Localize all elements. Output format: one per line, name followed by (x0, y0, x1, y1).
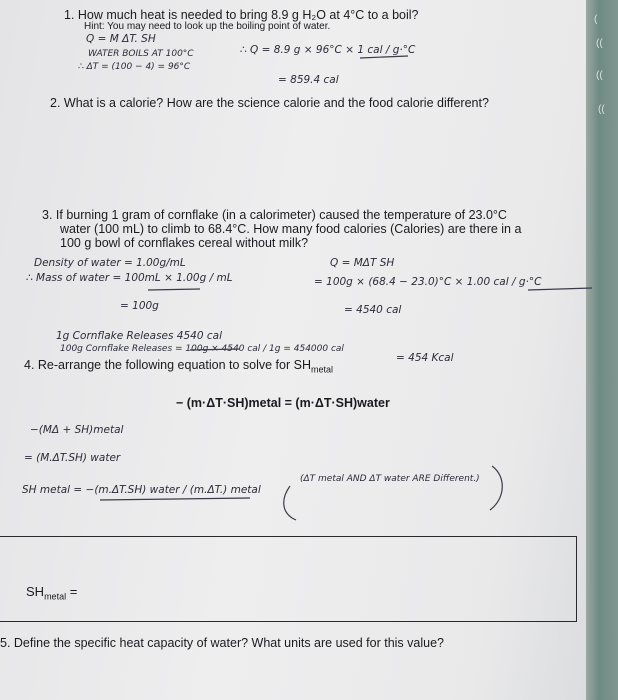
q3-work-line: = 100g (120, 300, 159, 312)
fraction-bar (100, 498, 250, 500)
question-3-line: 100 g bowl of cornflakes cereal without milk? (60, 236, 309, 250)
fraction-bar (190, 349, 240, 350)
edge-mark: (( (596, 38, 603, 49)
q3-work-line: = 100g × (68.4 − 23.0)°C × 1.00 cal / g·°C (314, 276, 542, 288)
q3-work-line: = 4540 cal (344, 304, 402, 316)
edge-mark: (( (596, 70, 603, 81)
q1-work-line: ∴ ΔT = (100 − 4) = 96°C (78, 62, 191, 72)
question-5: 5. Define the specific heat capacity of water? What units are used for this value? (0, 636, 444, 650)
fraction-bar (148, 289, 200, 290)
question-3-line: water (100 mL) to climb to 68.4°C. How many food calories (Calories) are there in a (60, 222, 522, 236)
q3-work-line: 1g Cornflake Releases 4540 cal (56, 330, 222, 342)
question-4-sub: metal (310, 364, 333, 375)
q1-work-line: = 859.4 cal (278, 74, 339, 86)
q3-work-line: Density of water = 1.00g/mL (34, 257, 186, 269)
q4-work-line: −(MΔ + SH)metal (30, 424, 124, 436)
edge-mark: ( (594, 14, 598, 25)
answer-label-suffix: = (66, 584, 78, 599)
q4-work-line: = (M.ΔT.SH) water (24, 452, 121, 464)
question-4-text: 4. Re-arrange the following equation to solve for SH (24, 358, 311, 372)
fraction-bar (528, 288, 592, 290)
q4-work-line: (ΔT metal AND ΔT water ARE Different.) (300, 474, 480, 484)
q3-work-line: 100g Cornflake Releases = 100g × 4540 cal / 1g = 454000 cal (60, 344, 344, 354)
q1-work-line: ∴ Q = 8.9 g × 96°C × 1 cal / g·°C (240, 44, 416, 56)
q1-work-line: Q = M ΔT. SH (86, 33, 156, 45)
question-2: 2. What is a calorie? How are the science calorie and the food calorie different? (50, 96, 489, 110)
question-1-hint: Hint: You may need to look up the boiling point of water. (84, 21, 331, 32)
q1-work-line: WATER BOILS AT 100°C (88, 49, 194, 59)
answer-box[interactable] (0, 536, 577, 622)
question-3-line: 3. If burning 1 gram of cornflake (in a calorimeter) caused the temperature of 23.0°C (42, 208, 507, 222)
bracket-left (284, 486, 296, 520)
bracket-right (490, 466, 502, 510)
q4-work-line: SH metal = −(m.ΔT.SH) water / (m.ΔT.) metal (22, 484, 261, 496)
answer-label (26, 584, 77, 602)
answer-label-text: SH (26, 584, 45, 599)
equation: − (m·ΔT·SH)metal = (m·ΔT·SH)water (176, 396, 390, 410)
question-1: 1. How much heat is needed to bring 8.9 g H₂O at 4°C to a boil? (64, 8, 419, 22)
answer-label-sub: metal (44, 591, 67, 602)
fraction-bar (360, 56, 408, 58)
q3-work-line: Q = MΔT SH (330, 257, 395, 269)
q3-work-line: = 454 Kcal (396, 352, 454, 364)
q3-work-line: ∴ Mass of water = 100mL × 1.00g / mL (26, 272, 233, 284)
edge-mark: (( (598, 104, 605, 115)
